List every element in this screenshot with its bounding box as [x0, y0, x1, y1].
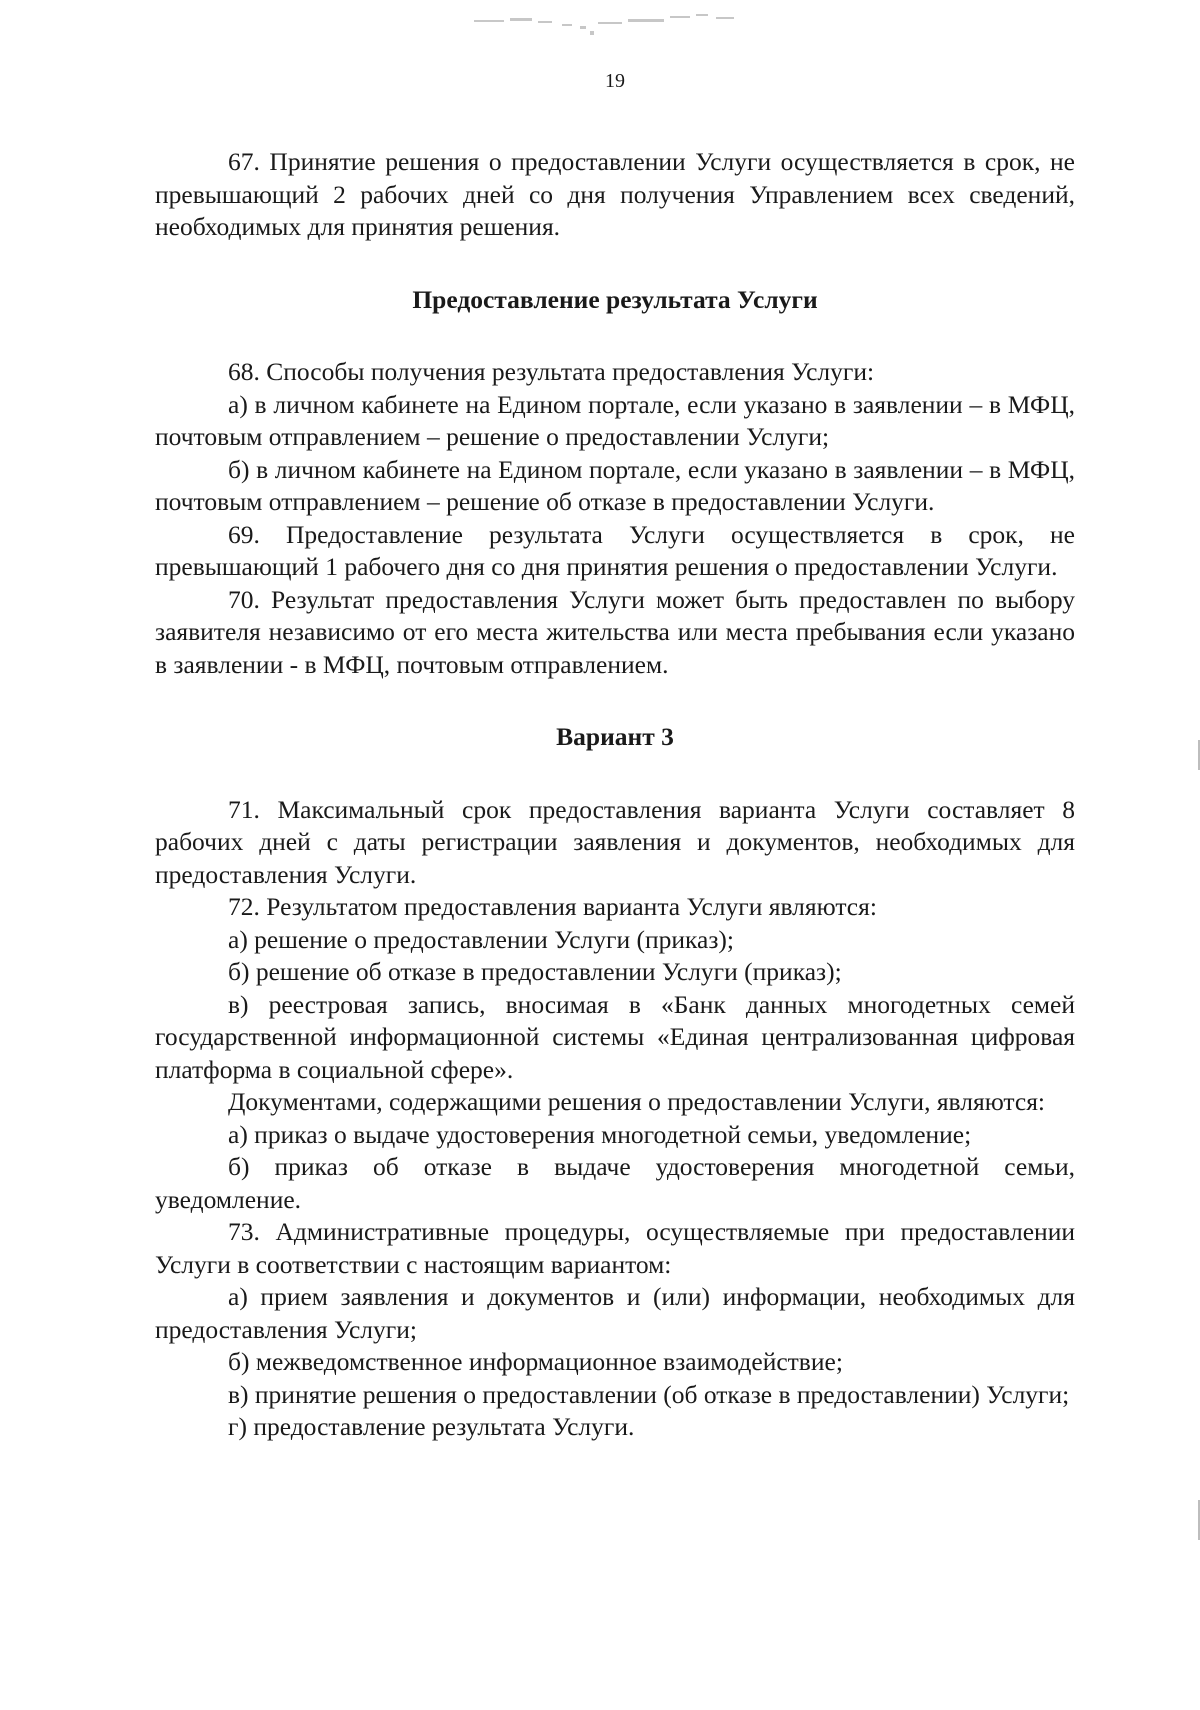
paragraph-72: 72. Результатом предоставления варианта Услуги являются: — [228, 892, 877, 921]
scan-artifact — [470, 4, 770, 38]
paragraph-71: 71. Максимальный срок предоставления варианта Услуги составляет 8 рабочих дней с даты регистрации заявления и документов, необходимых для предоставления Услуги. — [155, 794, 1075, 889]
list-item-72a: а) решение о предоставлении Услуги (приказ); — [228, 924, 734, 954]
paragraph-70: 70. Результат предоставления Услуги может быть предоставлен по выбору заявителя независимо от его места жительства или места пребывания если указано в заявлении - в МФЦ, почтовым отправлением. — [155, 584, 1075, 679]
paragraph-73: 73. Административные процедуры, осуществляемые при предоставлении Услуги в соответствии с настоящим вариантом: — [155, 1217, 1075, 1279]
paragraph-68: 68. Способы получения результата предоставления Услуги: — [228, 357, 875, 386]
section-heading-result: Предоставление результата Услуги — [412, 284, 818, 314]
section-heading-variant-3: Вариант 3 — [556, 722, 674, 751]
document-body — [155, 146, 1075, 1444]
paragraph-documents: Документами, содержащими решения о предоставлении Услуги, являются: — [228, 1087, 1046, 1116]
list-item-68b: б) в личном кабинете на Едином портале, если указано в заявлении – в МФЦ, почтовым отправлением – решение об отказе в предоставлении Услуги. — [155, 454, 1075, 516]
list-item-72b: б) решение об отказе в предоставлении Услуги (приказ); — [228, 957, 842, 986]
paragraph-69: 69. Предоставление результата Услуги осуществляется в срок, не превышающий 1 рабочего дня со дня принятия решения о предоставлении Услуги. — [155, 519, 1075, 581]
list-item-73b: б) межведомственное информационное взаимодействие; — [228, 1347, 843, 1376]
list-item-68a: а) в личном кабинете на Едином портале, если указано в заявлении – в МФЦ, почтовым отправлением – решение о предоставлении Услуги; — [155, 389, 1075, 451]
list-item-72c: в) реестровая запись, вносимая в «Банк данных многодетных семей государственной информационной системы «Единая централизованная цифровая платформа в социальной сфере». — [155, 989, 1075, 1084]
list-item-73d: г) предоставление результата Услуги. — [228, 1412, 635, 1441]
list-item-docs-a: а) приказ о выдаче удостоверения многодетной семьи, уведомление; — [228, 1119, 972, 1149]
list-item-73c: в) принятие решения о предоставлении (об отказе в предоставлении) Услуги; — [228, 1379, 1070, 1409]
list-item-73a: а) прием заявления и документов и (или) информации, необходимых для предоставления Услуги; — [155, 1282, 1075, 1344]
paragraph-67: 67. Принятие решения о предоставлении Услуги осуществляется в срок, не превышающий 2 рабочих дней со дня получения Управлением всех сведений, необходимых для принятия решения. — [155, 147, 1075, 241]
list-item-docs-b: б) приказ об отказе в выдаче удостоверения многодетной семьи, уведомление. — [155, 1152, 1075, 1214]
page-number: 19 — [605, 70, 625, 92]
